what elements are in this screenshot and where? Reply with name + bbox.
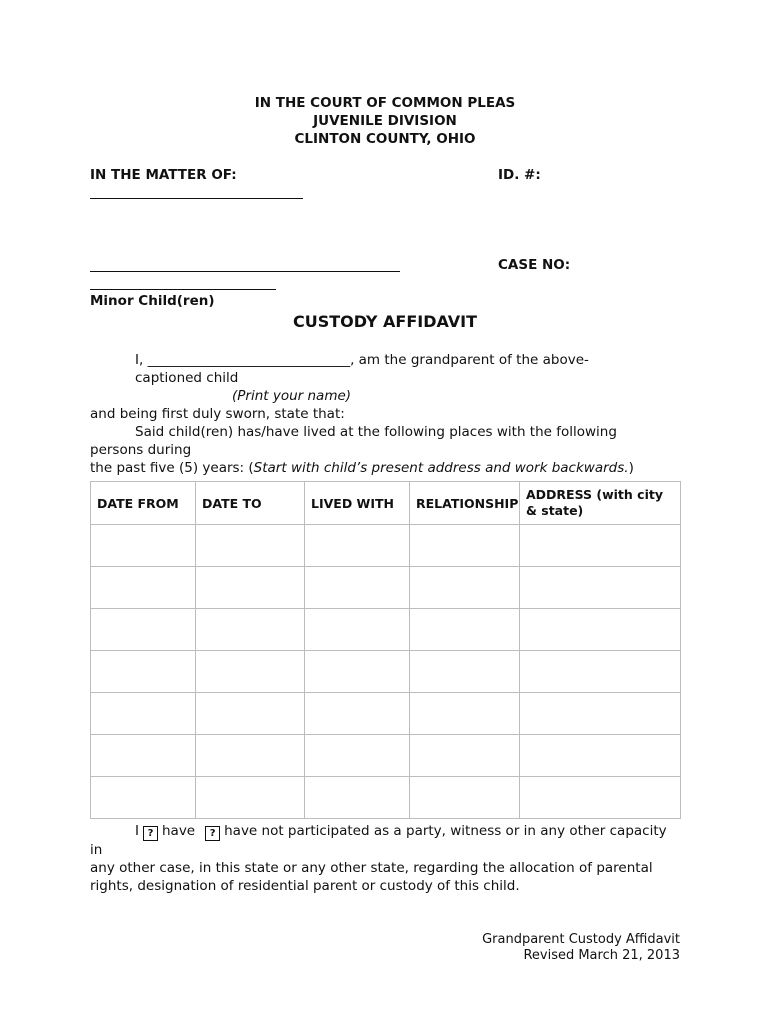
- table-cell[interactable]: [196, 609, 305, 651]
- past-prefix: the past five (5) years: (: [90, 460, 254, 476]
- lived-text-1: Said child(ren) has/have lived at the following places with the following: [135, 424, 617, 440]
- footer-form-name: Grandparent Custody Affidavit: [482, 932, 680, 947]
- table-row: [91, 525, 681, 567]
- table-cell[interactable]: [196, 525, 305, 567]
- case-no-label: CASE NO:: [498, 257, 571, 273]
- intro-line: [135, 352, 589, 368]
- table-row: [91, 651, 681, 693]
- table-cell[interactable]: [410, 567, 520, 609]
- header-lived-with: LIVED WITH: [305, 482, 410, 525]
- past-five-years-text: [90, 460, 634, 476]
- table-cell[interactable]: [410, 777, 520, 819]
- matter-name-line-2[interactable]: [90, 271, 400, 272]
- table-cell[interactable]: [196, 777, 305, 819]
- table-cell[interactable]: [410, 525, 520, 567]
- matter-name-line[interactable]: [90, 198, 303, 199]
- minor-name-line[interactable]: [90, 289, 276, 290]
- table-cell[interactable]: [91, 735, 196, 777]
- table-cell[interactable]: [91, 525, 196, 567]
- table-cell[interactable]: [91, 651, 196, 693]
- table-cell[interactable]: [305, 609, 410, 651]
- table-cell[interactable]: [410, 735, 520, 777]
- table-cell[interactable]: [305, 567, 410, 609]
- past-instruction: Start with child’s present address and work backwards.: [253, 460, 629, 476]
- page-title: CUSTODY AFFIDAVIT: [292, 312, 478, 331]
- table-header-row: [91, 482, 681, 525]
- table-cell[interactable]: [196, 567, 305, 609]
- table-cell[interactable]: [196, 735, 305, 777]
- table-cell[interactable]: [410, 609, 520, 651]
- table-cell[interactable]: [91, 693, 196, 735]
- captioned-text: captioned child: [135, 370, 239, 386]
- court-name: IN THE COURT OF COMMON PLEAS: [254, 95, 516, 111]
- table-row: [91, 609, 681, 651]
- intro-prefix: I,: [135, 352, 148, 368]
- have-checkbox[interactable]: ?: [143, 826, 158, 841]
- table-cell[interactable]: [305, 777, 410, 819]
- table-cell[interactable]: [305, 525, 410, 567]
- table-cell[interactable]: [520, 525, 681, 567]
- court-county: CLINTON COUNTY, OHIO: [294, 131, 476, 147]
- footer-revision-date: Revised March 21, 2013: [523, 948, 680, 963]
- participation-line: [135, 823, 667, 841]
- participation-line-2: any other case, in this state or any other state, regarding the allocation of parental: [90, 860, 653, 876]
- past-suffix: ): [628, 460, 634, 476]
- have-label: have: [161, 823, 196, 839]
- have-not-checkbox[interactable]: ?: [205, 826, 220, 841]
- participation-line-3: rights, designation of residential parent or custody of this child.: [90, 878, 520, 894]
- name-blank[interactable]: ______________________________: [147, 352, 351, 368]
- sworn-text: and being first duly sworn, state that:: [90, 406, 345, 422]
- table-cell[interactable]: [196, 651, 305, 693]
- id-label: ID. #:: [498, 167, 541, 183]
- print-name-hint: (Print your name): [232, 388, 352, 404]
- table-cell[interactable]: [520, 651, 681, 693]
- table-row: [91, 735, 681, 777]
- table-cell[interactable]: [91, 609, 196, 651]
- table-cell[interactable]: [520, 735, 681, 777]
- table-cell[interactable]: [91, 567, 196, 609]
- table-cell[interactable]: [305, 651, 410, 693]
- header-date-to: DATE TO: [196, 482, 305, 525]
- table-cell[interactable]: [305, 693, 410, 735]
- table-cell[interactable]: [91, 777, 196, 819]
- header-address: ADDRESS (with city & state): [520, 482, 681, 525]
- have-not-label: have not participated as a party, witness or in any other capacity: [224, 823, 667, 839]
- header-relationship: RELATIONSHIP: [410, 482, 520, 525]
- table-cell[interactable]: [305, 735, 410, 777]
- minor-children-label: Minor Child(ren): [90, 293, 215, 309]
- court-division: JUVENILE DIVISION: [313, 113, 457, 129]
- table-cell[interactable]: [520, 777, 681, 819]
- header-date-from: DATE FROM: [91, 482, 196, 525]
- table-cell[interactable]: [520, 609, 681, 651]
- table-row: [91, 693, 681, 735]
- lived-text-2: persons during: [90, 442, 192, 458]
- table-row: [91, 567, 681, 609]
- table-cell[interactable]: [410, 651, 520, 693]
- intro-suffix: , am the grandparent of the above-: [350, 352, 589, 368]
- matter-label: IN THE MATTER OF:: [90, 167, 237, 183]
- table-cell[interactable]: [520, 693, 681, 735]
- participation-in: in: [90, 842, 103, 858]
- table-row: [91, 777, 681, 819]
- table-cell[interactable]: [520, 567, 681, 609]
- table-cell[interactable]: [410, 693, 520, 735]
- residence-history-table: [90, 481, 681, 819]
- table-cell[interactable]: [196, 693, 305, 735]
- participation-lead: I: [135, 823, 139, 839]
